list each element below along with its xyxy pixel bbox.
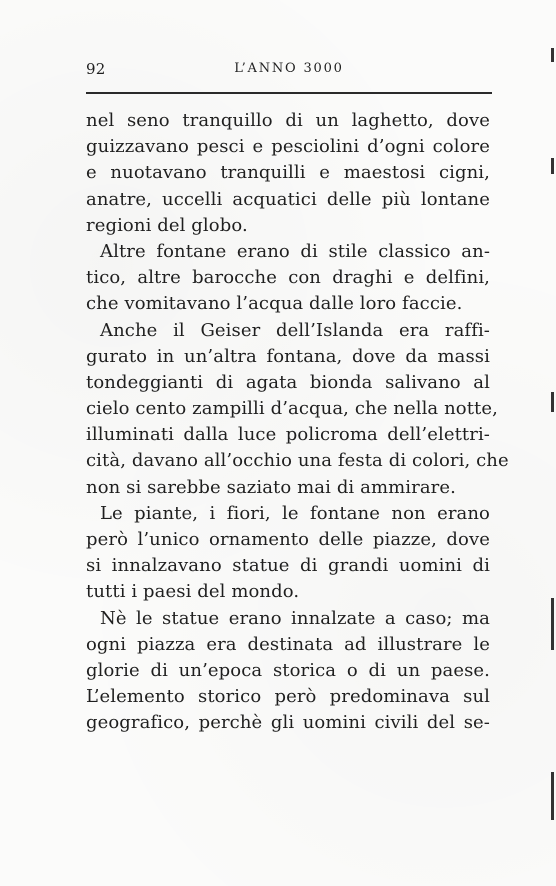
- running-title: L’ANNO 3000: [234, 61, 344, 76]
- text-line: illuminati dalla luce policroma dell’elettri-: [86, 424, 490, 446]
- scan-mark: [551, 598, 554, 650]
- text-line: Le piante, i fiori, le fontane non erano: [100, 502, 490, 524]
- text-line: ogni piazza era destinata ad illustrare le: [86, 633, 490, 655]
- scan-mark: [551, 48, 554, 62]
- text-line: gurato in un’altra fontana, dove da massi: [86, 345, 490, 367]
- scan-mark: [551, 392, 554, 412]
- text-line: non si sarebbe saziato mai di ammirare.: [86, 476, 456, 498]
- text-line: Anche il Geiser dell’Islanda era raffi-: [100, 319, 490, 341]
- text-line: L’elemento storico però predominava sul: [86, 686, 490, 708]
- text-line: guizzavano pesci e pesciolini d’ogni colore: [86, 136, 490, 158]
- text-line: geografico, perchè gli uomini civili del se-: [86, 712, 490, 734]
- text-line: e nuotavano tranquilli e maestosi cigni,: [86, 162, 490, 184]
- text-line: anatre, uccelli acquatici delle più lontane: [86, 188, 490, 210]
- text-line: che vomitavano l’acqua dalle loro faccie.: [86, 293, 463, 315]
- text-line: tondeggianti di agata bionda salivano al: [86, 371, 490, 393]
- text-line: tico, altre barocche con draghi e delfini,: [86, 267, 490, 289]
- text-line: Altre fontane erano di stile classico an-: [100, 240, 490, 262]
- text-line: regioni del globo.: [86, 214, 248, 236]
- page-number: 92: [86, 60, 106, 78]
- text-line: tutti i paesi del mondo.: [86, 581, 300, 603]
- text-line: glorie di un’epoca storica o di un paese.: [86, 659, 490, 681]
- text-line: Nè le statue erano innalzate a caso; ma: [100, 607, 490, 629]
- body-text: [86, 108, 509, 737]
- scan-mark: [551, 772, 554, 820]
- page-header: [86, 56, 492, 86]
- text-line: cità, davano all’occhio una festa di colori, che: [86, 450, 509, 472]
- header-rule: [86, 92, 492, 94]
- text-line: cielo cento zampilli d’acqua, che nella notte,: [86, 398, 498, 420]
- scan-edge-marks: [542, 40, 556, 840]
- text-line: nel seno tranquillo di un laghetto, dove: [86, 110, 490, 131]
- text-line: però l’unico ornamento delle piazze, dove: [86, 529, 490, 550]
- scan-mark: [551, 158, 554, 174]
- text-line: si innalzavano statue di grandi uomini di: [86, 555, 490, 577]
